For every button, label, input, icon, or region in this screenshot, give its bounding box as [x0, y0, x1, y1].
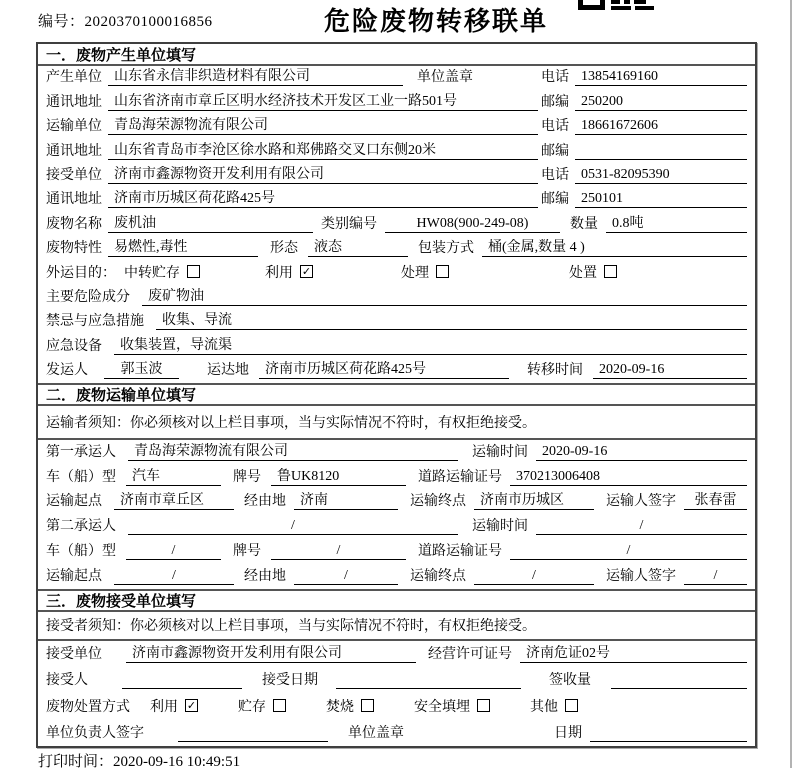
field-label: 经由地: [244, 568, 286, 584]
field-label: 类别编号: [321, 216, 377, 232]
checkbox-label: 利用: [150, 699, 178, 715]
field-label: 道路运输证号: [418, 469, 502, 485]
form-row-accept-unit: [38, 641, 755, 667]
field-label: 经由地: [244, 494, 286, 510]
field-value: /: [128, 517, 458, 535]
option-dispose: [569, 262, 617, 282]
option-utilize: [265, 262, 313, 282]
checkbox-label: 安全填埋: [414, 699, 470, 715]
manifest-form: [36, 42, 757, 748]
field-label: 牌号: [233, 469, 261, 485]
field-label: 运输起点: [46, 568, 102, 584]
field-value: 液态: [308, 239, 408, 257]
checkbox-label: 处理: [401, 265, 429, 281]
field-value: 废机油: [108, 215, 313, 233]
field-value: 山东省济南市章丘区明水经济技术开发区工业一路501号: [108, 93, 538, 111]
field-value: 2020-09-16: [593, 361, 747, 379]
form-row-waste-character: [38, 237, 755, 261]
field-label: 接受单位: [46, 167, 102, 183]
field-value: 济南: [294, 492, 398, 510]
field-value: [611, 671, 747, 689]
field-value: 张春雷: [684, 492, 747, 510]
field-label: 废物特性: [46, 241, 102, 257]
serial-label: 编号：: [38, 14, 85, 30]
field-label: 形态: [270, 241, 298, 257]
field-value: 0.8吨: [606, 215, 747, 233]
checkbox-label: 处置: [569, 265, 597, 281]
field-label: 转移时间: [527, 363, 583, 379]
field-label: 电话: [541, 70, 569, 86]
form-row-route1: [38, 490, 755, 515]
field-value: 济南市章丘区: [114, 492, 234, 510]
form-row-carrier2: [38, 514, 755, 539]
form-row-disposal-method: [38, 693, 755, 719]
field-label: 运输单位: [46, 119, 102, 135]
field-value: 废矿物油: [142, 288, 747, 306]
checkbox-checked-icon: ✓: [301, 265, 312, 279]
field-label: 通讯地址: [46, 94, 102, 110]
form-row-hazard-component: [38, 286, 755, 310]
field-value: 2020-09-16: [536, 443, 747, 461]
field-value: 收集、导流: [156, 312, 747, 330]
field-label: 运输人签字: [606, 494, 676, 510]
option-other: [530, 696, 578, 716]
field-value: 250101: [575, 190, 747, 208]
form-row-producer-address: [38, 90, 755, 114]
field-label: 日期: [554, 726, 582, 742]
form-row-vehicle1: [38, 465, 755, 490]
field-value: /: [474, 567, 594, 585]
field-value: 青岛海荣源物流有限公司: [128, 443, 458, 461]
field-value: /: [510, 542, 747, 560]
field-label: 接受单位: [46, 647, 102, 663]
field-label: 接受日期: [262, 673, 318, 689]
form-row-transporter-address: [38, 139, 755, 163]
checkbox-icon: [436, 265, 449, 278]
field-label: 经营许可证号: [428, 647, 512, 663]
form-row-purpose: [38, 261, 755, 285]
field-label: 电话: [541, 119, 569, 135]
field-label: 废物名称: [46, 216, 102, 232]
field-value: HW08(900-249-08): [385, 215, 560, 233]
form-row-route2: [38, 564, 755, 589]
field-value: 370213006408: [510, 468, 747, 486]
checkbox-label: 贮存: [238, 699, 266, 715]
field-label: 运输终点: [410, 494, 466, 510]
form-row-dispatch: [38, 359, 755, 383]
section-2-notice: 运输者须知：你必须核对以上栏目事项，当与实际情况不符时，有权拒绝接受。: [38, 406, 755, 440]
print-time-value: 2020-09-16 10:49:51: [113, 754, 241, 768]
option-transfer-storage: [124, 262, 200, 282]
option-incinerate: [326, 696, 374, 716]
serial-value: 2020370100016856: [84, 14, 213, 30]
field-label: 数量: [570, 216, 598, 232]
field-value: /: [114, 567, 234, 585]
field-label: 包装方式: [418, 241, 474, 257]
field-label: 牌号: [233, 544, 261, 560]
form-row-receiver-address: [38, 188, 755, 212]
field-label: 应急设备: [46, 338, 102, 354]
page-title: 危险废物转移联单: [323, 7, 548, 36]
checkbox-icon: [273, 699, 286, 712]
field-label: 邮编: [541, 192, 569, 208]
checkbox-checked-icon: ✓: [186, 699, 197, 713]
field-label: 道路运输证号: [418, 544, 502, 560]
field-label: 单位负责人签字: [46, 726, 144, 742]
field-label: 运输人签字: [606, 568, 676, 584]
qr-code-icon: [578, 0, 654, 11]
field-label: 运达地: [207, 363, 249, 379]
field-value: /: [271, 542, 406, 560]
checkbox-label: 利用: [265, 265, 293, 281]
field-label: 运输终点: [410, 568, 466, 584]
field-label: 通讯地址: [46, 192, 102, 208]
form-row-signature: [38, 720, 755, 746]
section-1-header: 一．废物产生单位填写: [38, 44, 755, 66]
form-row-carrier1: [38, 440, 755, 465]
field-value: 桶(金属,数量 4 ): [482, 239, 747, 257]
field-value: 山东省永信非织造材料有限公司: [108, 68, 403, 86]
checkbox-label: 其他: [530, 699, 558, 715]
option-storage: [238, 696, 286, 716]
field-label: 发运人: [46, 363, 88, 379]
checkbox-icon: [477, 699, 490, 712]
form-row-producer: [38, 66, 755, 90]
field-label: 废物处置方式: [46, 699, 130, 715]
field-label: 接受人: [46, 673, 88, 689]
field-value: /: [536, 517, 747, 535]
field-label: 外运目的：: [46, 265, 116, 281]
field-value: /: [294, 567, 398, 585]
form-row-vehicle2: [38, 539, 755, 564]
section-2-header: 二．废物运输单位填写: [38, 383, 755, 406]
option-treat: [401, 262, 449, 282]
field-value: 济南市历城区: [474, 492, 594, 510]
section-3-notice: 接受者须知：你必须核对以上栏目事项，当与实际情况不符时，有权拒绝接受。: [38, 612, 755, 641]
form-row-emergency-equipment: [38, 334, 755, 358]
option-utilize: [150, 696, 198, 716]
field-label: 运输时间: [472, 444, 528, 460]
page-right-edge: [790, 0, 792, 768]
field-label: 签收量: [549, 673, 591, 689]
checkbox-icon: [604, 265, 617, 278]
field-label: 邮编: [541, 143, 569, 159]
field-label: 运输起点: [46, 494, 102, 510]
field-label: 运输时间: [472, 519, 528, 535]
field-label: 第二承运人: [46, 519, 116, 535]
field-value: 易燃性,毒性: [108, 239, 258, 257]
field-label: 通讯地址: [46, 143, 102, 159]
field-value: 汽车: [126, 468, 221, 486]
checkbox-icon: [565, 699, 578, 712]
field-value: 18661672606: [575, 117, 747, 135]
form-row-receiver: [38, 164, 755, 188]
field-value: [178, 724, 328, 742]
field-value: 0531-82095390: [575, 166, 747, 184]
field-value: 山东省青岛市李沧区徐水路和郑佛路交叉口东侧20米: [108, 142, 538, 160]
field-value: 济南市鑫源物资开发利用有限公司: [108, 166, 538, 184]
form-row-waste-name: [38, 212, 755, 236]
field-label: 单位盖章: [348, 726, 404, 742]
field-value: 济南危证02号: [520, 645, 747, 663]
field-value: 青岛海荣源物流有限公司: [108, 117, 538, 135]
field-value: [575, 142, 747, 160]
print-time: [38, 750, 240, 768]
field-value: 250200: [575, 93, 747, 111]
field-label: 电话: [541, 167, 569, 183]
field-label: 产生单位: [46, 70, 102, 86]
form-row-accept-person: [38, 667, 755, 693]
form-row-taboo-measures: [38, 310, 755, 334]
field-label: 主要危险成分: [46, 289, 130, 305]
field-value: 济南市历城区荷花路425号: [108, 190, 538, 208]
field-label: 第一承运人: [46, 444, 116, 460]
field-label: 车（船）型: [46, 544, 116, 560]
field-label: 单位盖章: [417, 70, 473, 86]
checkbox-label: 焚烧: [326, 699, 354, 715]
field-value: /: [684, 567, 747, 585]
checkbox-icon: [361, 699, 374, 712]
field-label: 车（船）型: [46, 469, 116, 485]
field-value: [122, 671, 242, 689]
field-value: 济南市鑫源物资开发利用有限公司: [126, 645, 416, 663]
checkbox-label: 中转贮存: [124, 265, 180, 281]
field-label: 禁忌与应急措施: [46, 314, 144, 330]
field-value: [336, 671, 521, 689]
field-label: 邮编: [541, 94, 569, 110]
field-value: 郭玉波: [104, 361, 179, 379]
section-3-header: 三．废物接受单位填写: [38, 589, 755, 612]
field-value: [590, 724, 747, 742]
field-value: 鲁UK8120: [271, 468, 406, 486]
checkbox-icon: [187, 265, 200, 278]
option-landfill: [414, 696, 490, 716]
field-value: 济南市历城区荷花路425号: [259, 361, 509, 379]
form-row-transporter: [38, 115, 755, 139]
field-value: 收集装置，导流渠: [114, 337, 747, 355]
field-value: /: [126, 542, 221, 560]
print-time-label: 打印时间：: [38, 754, 114, 768]
field-value: 13854169160: [575, 68, 747, 86]
